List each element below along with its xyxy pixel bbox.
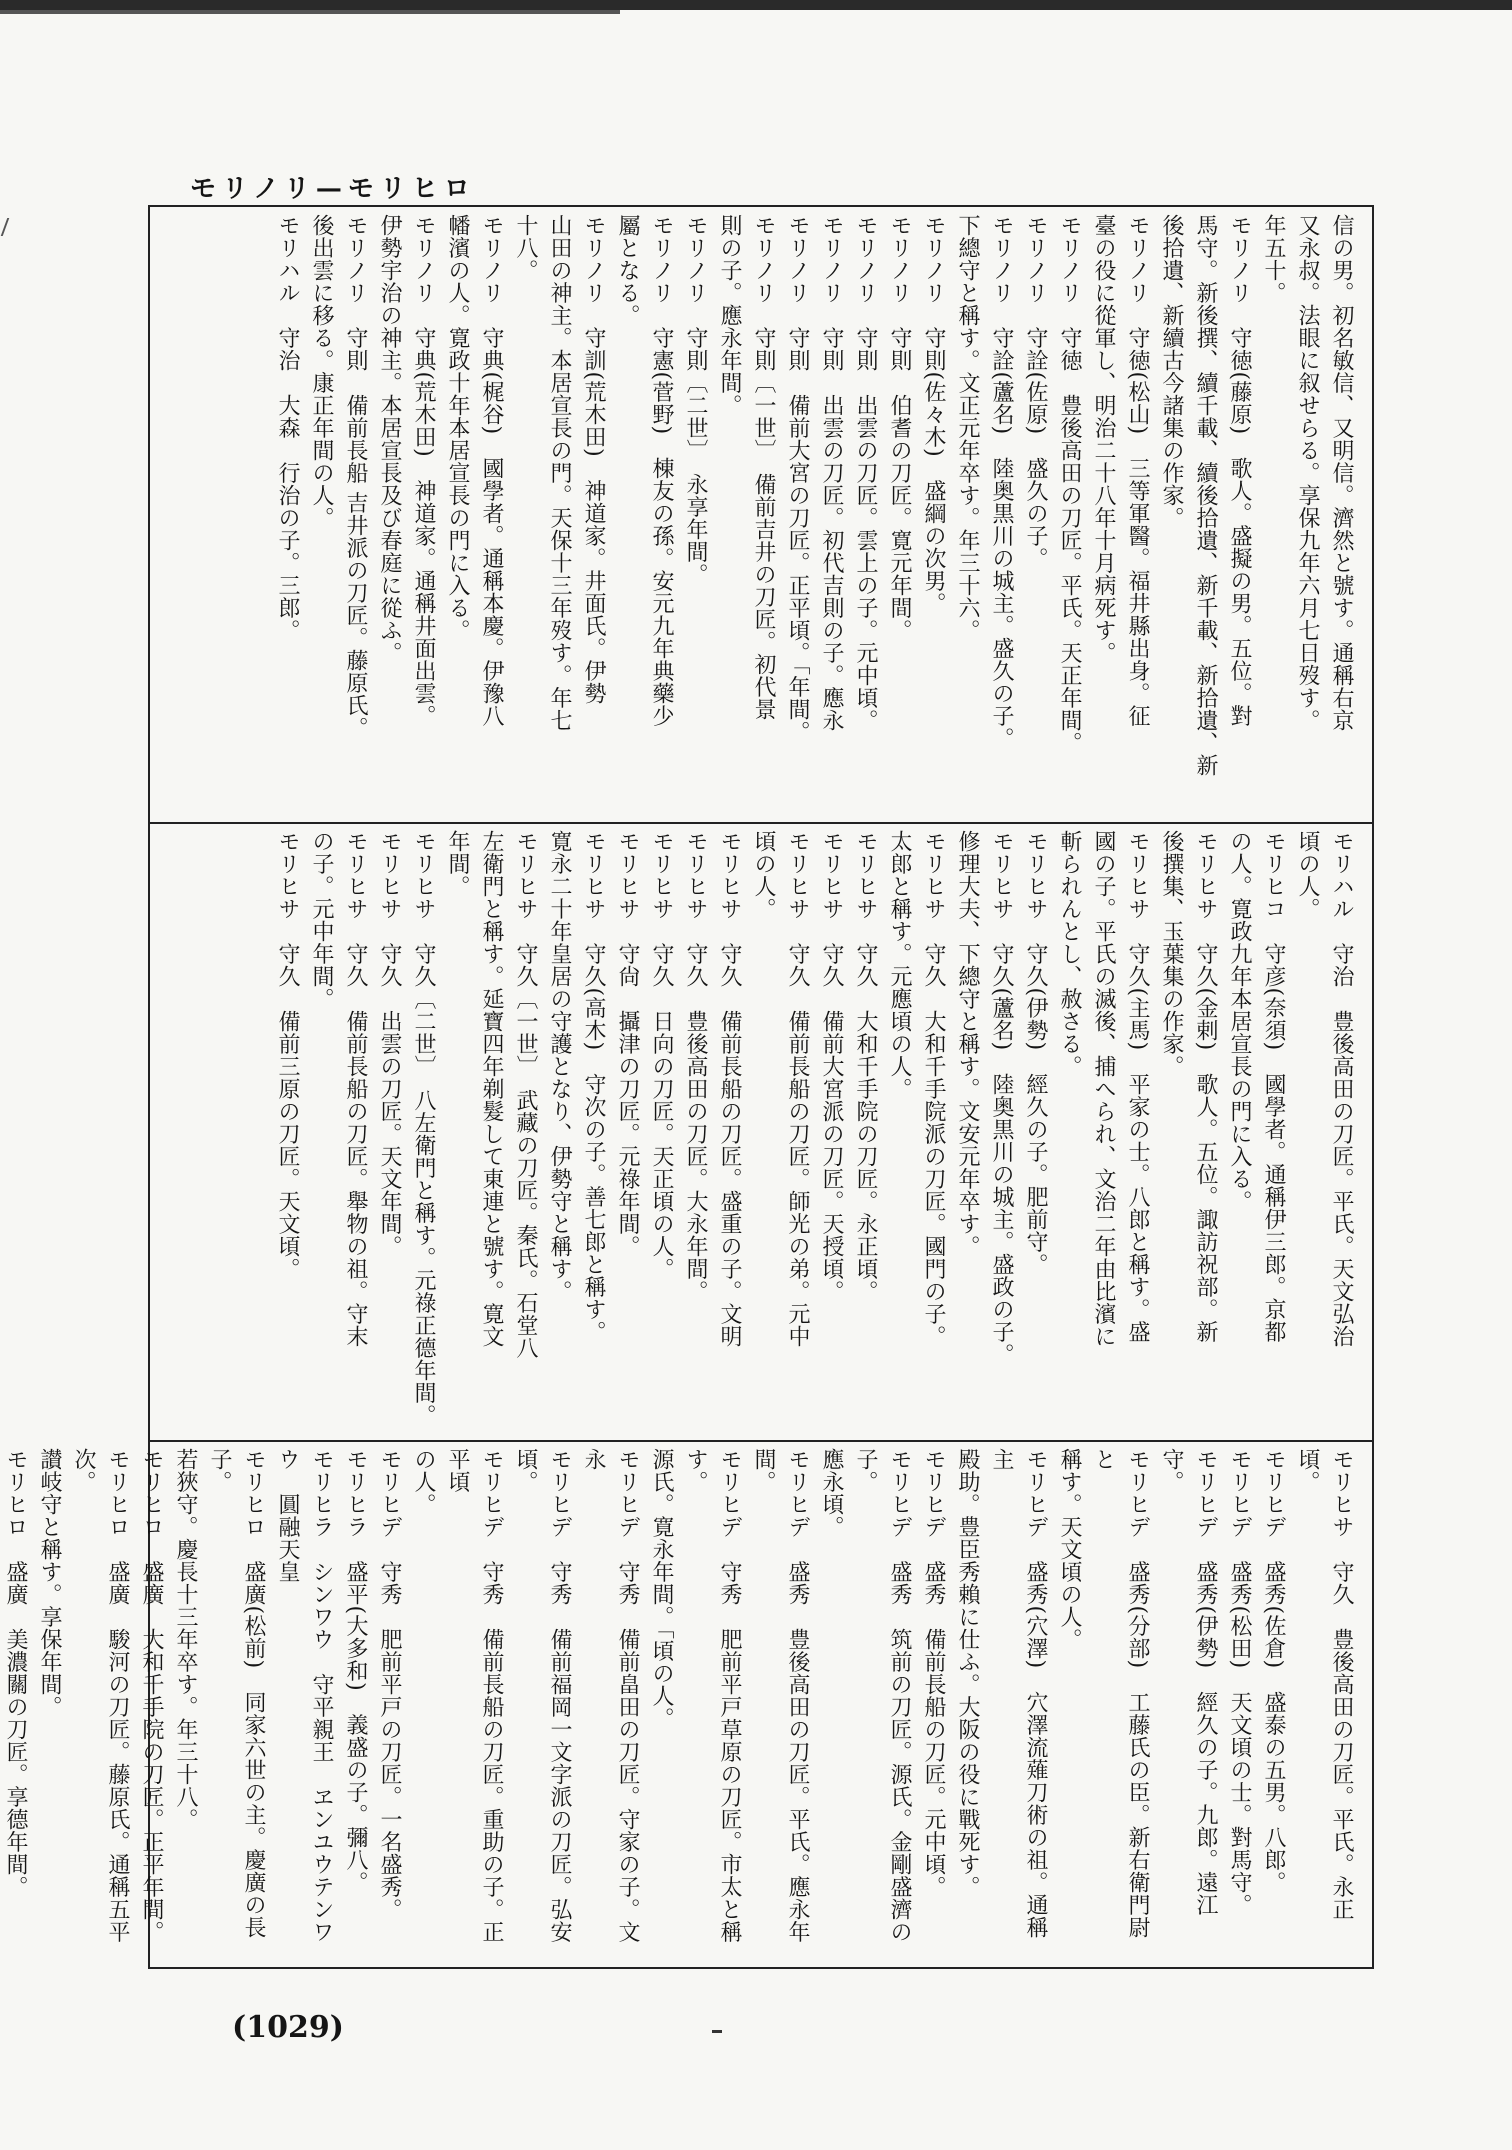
- dictionary-line: 年間。: [445, 830, 470, 898]
- scan-edge-top: [0, 0, 1512, 10]
- dictionary-line: 國の子。平氏の滅後、捕へられ、文治二年由比濱に: [1091, 830, 1116, 1348]
- dictionary-line: モリヒデ 盛秀(佐倉) 盛泰の五男。八郎。: [1261, 1448, 1286, 1894]
- dictionary-line: 伊勢宇治の神主。本居宣長及び春庭に從ふ。: [377, 214, 402, 664]
- dictionary-line: モリヒラ シンワウ 守平親王 ヱンユウテンワ: [309, 1448, 334, 1943]
- tier-divider-2: [148, 1440, 1372, 1442]
- dictionary-line: 應永頃。: [819, 1448, 844, 1538]
- dictionary-line: モリヒラ 盛平(大多和) 義盛の子。彌八。: [343, 1448, 368, 1894]
- dictionary-line: 頃の人。: [1295, 830, 1320, 920]
- dictionary-line: モリヒサ 守久(伊勢) 經久の子。肥前守。: [1023, 830, 1048, 1276]
- footer-dash: [712, 2030, 722, 2033]
- dictionary-line: モリノリ 守則 備前長船 吉井派の刀匠。藤原氏。: [343, 214, 368, 739]
- tier-divider-1: [148, 822, 1372, 824]
- dictionary-line: 臺の役に從軍し、明治二十八年十月病死す。: [1091, 214, 1116, 664]
- dictionary-line: 讃岐守と稱す。享保年間。: [37, 1448, 62, 1718]
- dictionary-line: モリノリ 守則〔二世〕 永享年間。: [683, 214, 708, 586]
- dictionary-line: 若狹守。慶長十三年卒す。年三十八。: [173, 1448, 198, 1831]
- dictionary-line: モリヒデ 盛秀 備前長船の刀匠。元中頃。: [921, 1448, 946, 1898]
- dictionary-line: モリノリ 守詮(蘆名) 陸奥黒川の城主。盛久の子。: [989, 214, 1014, 750]
- dictionary-line: モリヒロ 盛廣 駿河の刀匠。藤原氏。通稱五平次。: [71, 1448, 130, 1943]
- dictionary-line: 殿助。豊臣秀賴に仕ふ。大阪の役に戰死す。: [955, 1448, 980, 1898]
- dictionary-line: モリヒサ 守尙 攝津の刀匠。元祿年間。: [615, 830, 640, 1258]
- dictionary-line: モリヒサ 守久(主馬) 平家の士。八郎と稱す。盛: [1125, 830, 1150, 1344]
- dictionary-line: モリヒデ 守秀 備前畠田の刀匠。守家の子。文永: [581, 1448, 640, 1943]
- dictionary-line: 斬られんとし、赦さる。: [1057, 830, 1082, 1078]
- tier-top: [158, 214, 1358, 818]
- dictionary-line: モリヒデ 守秀 肥前平戸の刀匠。一名盛秀。: [377, 1448, 402, 1921]
- dictionary-line: 馬守。新後撰、續千載、續後拾遺、新千載、新拾遺、新: [1193, 214, 1218, 777]
- dictionary-line: モリヒデ 守秀 肥前平戸草原の刀匠。市太と稱す。: [683, 1448, 742, 1943]
- dictionary-line: モリハル 守治 豊後高田の刀匠。平氏。天文弘治: [1329, 830, 1354, 1348]
- dictionary-line: 後出雲に移る。康正年間の人。: [309, 214, 334, 529]
- dictionary-line: の人。寛政九年本居宣長の門に入る。: [1227, 830, 1252, 1213]
- dictionary-line: モリヒサ 守久 出雲の刀匠。天文年間。: [377, 830, 402, 1258]
- dictionary-line: 頃の人。: [751, 830, 776, 920]
- dictionary-line: モリヒデ 盛秀(分部) 工藤氏の臣。新右衛門尉と: [1091, 1448, 1150, 1939]
- dictionary-line: ウ 圓融天皇: [275, 1448, 300, 1583]
- tier-middle: [158, 830, 1358, 1434]
- running-head: モリノリ—モリヒロ: [190, 174, 476, 204]
- dictionary-line: 十八。: [513, 214, 538, 282]
- dictionary-line: 下總守と稱す。文正元年卒す。年三十六。: [955, 214, 980, 642]
- scan-margin-mark: [1, 218, 20, 236]
- dictionary-line: 信の男。初名敏信、又明信。濟然と號す。通稱右京: [1329, 214, 1354, 732]
- dictionary-line: 後拾遺、新續古今諸集の作家。: [1159, 214, 1184, 529]
- dictionary-line: 源氏。寛永年間。「頃の人。: [649, 1448, 674, 1730]
- dictionary-line: 幡濱の人。寛政十年本居宣長の門に入る。: [445, 214, 470, 642]
- dictionary-line: モリノリ 守則 伯耆の刀匠。寛元年間。: [887, 214, 912, 642]
- page-number: (1029): [232, 2010, 344, 2045]
- dictionary-line: 年五十。: [1261, 214, 1286, 304]
- dictionary-line: モリノリ 守徳(松山) 三等軍醫。福井縣出身。征: [1125, 214, 1150, 728]
- dictionary-line: モリノリ 守則(佐々木) 盛綱の次男。: [921, 214, 946, 615]
- dictionary-line: モリノリ 守憲(菅野) 棟友の孫。安元九年典藥少: [649, 214, 674, 728]
- dictionary-line: 寛永二十年皇居の守護となり、伊勢守と稱す。: [547, 830, 572, 1303]
- dictionary-line: モリヒサ 守久 備前大宮派の刀匠。天授頃。: [819, 830, 844, 1303]
- dictionary-line: モリヒサ 守久 備前長船の刀匠。舉物の祖。守末: [343, 830, 368, 1348]
- dictionary-line: モリヒデ 盛秀(穴澤) 穴澤流薙刀術の祖。通稱主: [989, 1448, 1048, 1939]
- dictionary-line: モリノリ 守訓(荒木田) 神道家。井面氏。伊勢: [581, 214, 606, 705]
- dictionary-line: モリヒデ 盛秀 筑前の刀匠。源氏。金剛盛濟の子。: [853, 1448, 912, 1943]
- dictionary-line: の人。: [411, 1448, 436, 1516]
- dictionary-line: モリヒデ 守秀 備前長船の刀匠。重助の子。正平頃: [445, 1448, 504, 1943]
- dictionary-line: モリヒサ 守久 備前三原の刀匠。天文頃。: [275, 830, 300, 1280]
- dictionary-line: 山田の神主。本居宣長の門。天保十三年歿す。年七: [547, 214, 572, 732]
- scan-edge-shadow: [0, 10, 620, 14]
- tier-bottom: [3, 1448, 1358, 1956]
- dictionary-line: モリヒサ 守久 豊後高田の刀匠。平氏。永正頃。: [1295, 1448, 1354, 1921]
- dictionary-line: モリヒロ 盛廣 大和千手院の刀匠。正平年間。: [139, 1448, 164, 1943]
- dictionary-line: の子。元中年間。: [309, 830, 334, 1010]
- dictionary-line: 則の子。應永年間。: [717, 214, 742, 417]
- dictionary-line: 屬となる。: [615, 214, 640, 327]
- dictionary-line: モリノリ 守則 出雲の刀匠。雲上の子。元中頃。: [853, 214, 878, 732]
- dictionary-line: モリヒサ 守久 日向の刀匠。天正頃の人。: [649, 830, 674, 1280]
- dictionary-line: 修理大夫、下總守と稱す。文安元年卒す。: [955, 830, 980, 1258]
- dictionary-line: モリヒサ 守久〔二世〕 八左衛門と稱す。元祿正德年間。: [411, 830, 436, 1427]
- dictionary-line: モリヒデ 盛秀 豊後高田の刀匠。平氏。應永年間。: [751, 1448, 810, 1943]
- dictionary-line: モリノリ 守徳(藤原) 歌人。盛擬の男。五位。對: [1227, 214, 1252, 728]
- dictionary-line: モリヒロ 盛廣 美濃關の刀匠。享德年間。: [3, 1448, 28, 1898]
- dictionary-line: モリヒサ 守久 大和千手院の刀匠。永正頃。: [853, 830, 878, 1303]
- dictionary-line: モリヒロ 盛廣(松前) 同家六世の主。慶廣の長子。: [207, 1448, 266, 1939]
- dictionary-line: モリノリ 守則 備前大宮の刀匠。正平頃。「年間。: [785, 214, 810, 743]
- dictionary-line: モリノリ 守徳 豊後高田の刀匠。平氏。天正年間。: [1057, 214, 1082, 754]
- dictionary-line: モリヒデ 盛秀(伊勢) 經久の子。九郎。遠江守。: [1159, 1448, 1218, 1917]
- dictionary-line: モリヒサ 守久 備前長船の刀匠。師光の弟。元中: [785, 830, 810, 1348]
- dictionary-line: モリノリ 守典(梶谷) 國學者。通稱本慶。伊豫八: [479, 214, 504, 728]
- dictionary-line: モリヒデ 守秀 備前福岡一文字派の刀匠。弘安頃。: [513, 1448, 572, 1943]
- dictionary-line: 左衛門と稱す。延寶四年剃髮して東連と號す。寛文: [479, 830, 504, 1348]
- dictionary-line: モリヒサ 守久 豊後高田の刀匠。大永年間。: [683, 830, 708, 1303]
- dictionary-line: 稱す。天文頃の人。: [1057, 1448, 1082, 1651]
- dictionary-line: モリヒサ 守久(高木) 守次の子。善七郎と稱す。: [581, 830, 606, 1344]
- dictionary-line: モリノリ 守則〔一世〕 備前吉井の刀匠。初代景: [751, 214, 776, 721]
- dictionary-line: モリノリ 守則 出雲の刀匠。初代吉則の子。應永: [819, 214, 844, 732]
- dictionary-line: モリヒサ 守久〔一世〕 武藏の刀匠。秦氏。石堂八: [513, 830, 538, 1359]
- dictionary-line: モリヒサ 守久(蘆名) 陸奥黒川の城主。盛政の子。: [989, 830, 1014, 1366]
- dictionary-line: モリノリ 守典(荒木田) 神道家。通稱井面出雲。: [411, 214, 436, 728]
- dictionary-line: モリヒサ 守久(金剌) 歌人。五位。諏訪祝部。新: [1193, 830, 1218, 1344]
- dictionary-line: モリヒサ 守久 備前長船の刀匠。盛重の子。文明: [717, 830, 742, 1348]
- dictionary-line: 又永叔。法眼に叙せらる。享保九年六月七日歿す。: [1295, 214, 1320, 732]
- dictionary-line: モリヒデ 盛秀(松田) 天文頃の士。對馬守。: [1227, 1448, 1252, 1917]
- dictionary-line: モリハル 守治 大森 行治の子。三郎。: [275, 214, 300, 642]
- dictionary-line: モリノリ 守詮(佐原) 盛久の子。: [1023, 214, 1048, 570]
- dictionary-line: 後撰集、玉葉集の作家。: [1159, 830, 1184, 1078]
- dictionary-line: 太郎と稱す。元應頃の人。: [887, 830, 912, 1100]
- dictionary-line: モリヒサ 守久 大和千手院派の刀匠。國門の子。: [921, 830, 946, 1348]
- dictionary-line: モリヒコ 守彦(奈須) 國學者。通稱伊三郎。京都: [1261, 830, 1286, 1344]
